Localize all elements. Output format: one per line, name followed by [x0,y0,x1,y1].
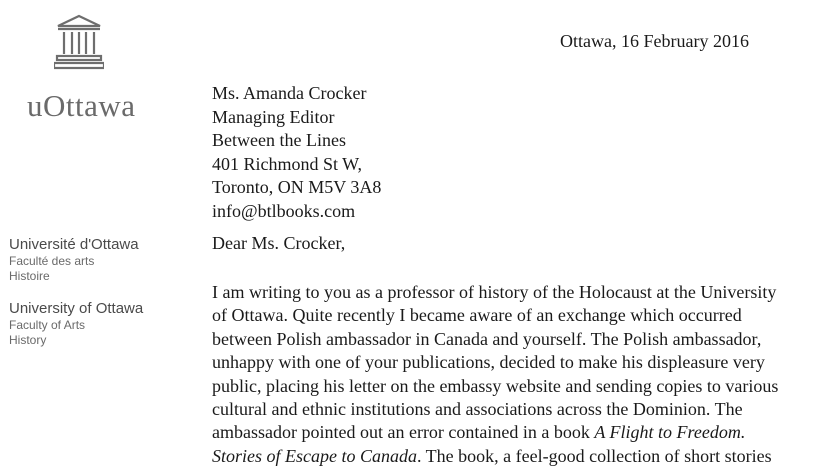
recipient-street: 401 Richmond St W, [212,153,363,174]
body-line: between Polish ambassador in Canada and yourself. The Polish ambassador, [212,328,762,349]
recipient-address [212,82,381,223]
recipient-city: Toronto, ON M5V 3A8 [212,177,382,197]
body-line: of Ottawa. Quite recently I became aware of an exchange which occurred [212,305,742,326]
recipient-name: Ms. Amanda Crocker [212,83,367,103]
body-line: public, placing his letter on the embassy website and sending copies to various [212,375,779,396]
department-english [9,300,143,348]
letter-body [212,281,822,468]
university-emblem-icon [54,14,104,70]
university-name-fr: Université d'Ottawa [9,236,139,253]
book-title-part2: Stories of Escape to Canada [212,445,417,466]
university-name-en: University of Ottawa [9,300,144,317]
letter-date: Ottawa, 16 February 2016 [560,31,749,51]
body-line [212,421,822,444]
body-line-text: ambassador pointed out an error contained in a book [212,422,595,443]
body-line: I am writing to you as a professor of history of the Holocaust at the University [212,282,777,302]
recipient-email: info@btlbooks.com [212,200,356,221]
body-line [212,445,822,468]
book-title-part1: A Flight to Freedom. [594,422,746,443]
department-name-en: History [9,333,47,347]
body-line: cultural and ethnic institutions and associations across the Dominion. The [212,399,743,420]
salutation: Dear Ms. Crocker, [212,233,346,253]
body-line: unhappy with one of your publications, decided to make his displeasure very [212,352,765,373]
department-name-fr: Histoire [9,269,50,283]
department-french [9,236,139,284]
recipient-title: Managing Editor [212,106,335,127]
body-line-text: . The book, a feel-good collection of short stories [417,445,772,466]
recipient-organization: Between the Lines [212,130,346,150]
university-wordmark: uOttawa [27,88,136,123]
faculty-name-en: Faculty of Arts [9,318,86,332]
faculty-name-fr: Faculté des arts [9,254,95,268]
